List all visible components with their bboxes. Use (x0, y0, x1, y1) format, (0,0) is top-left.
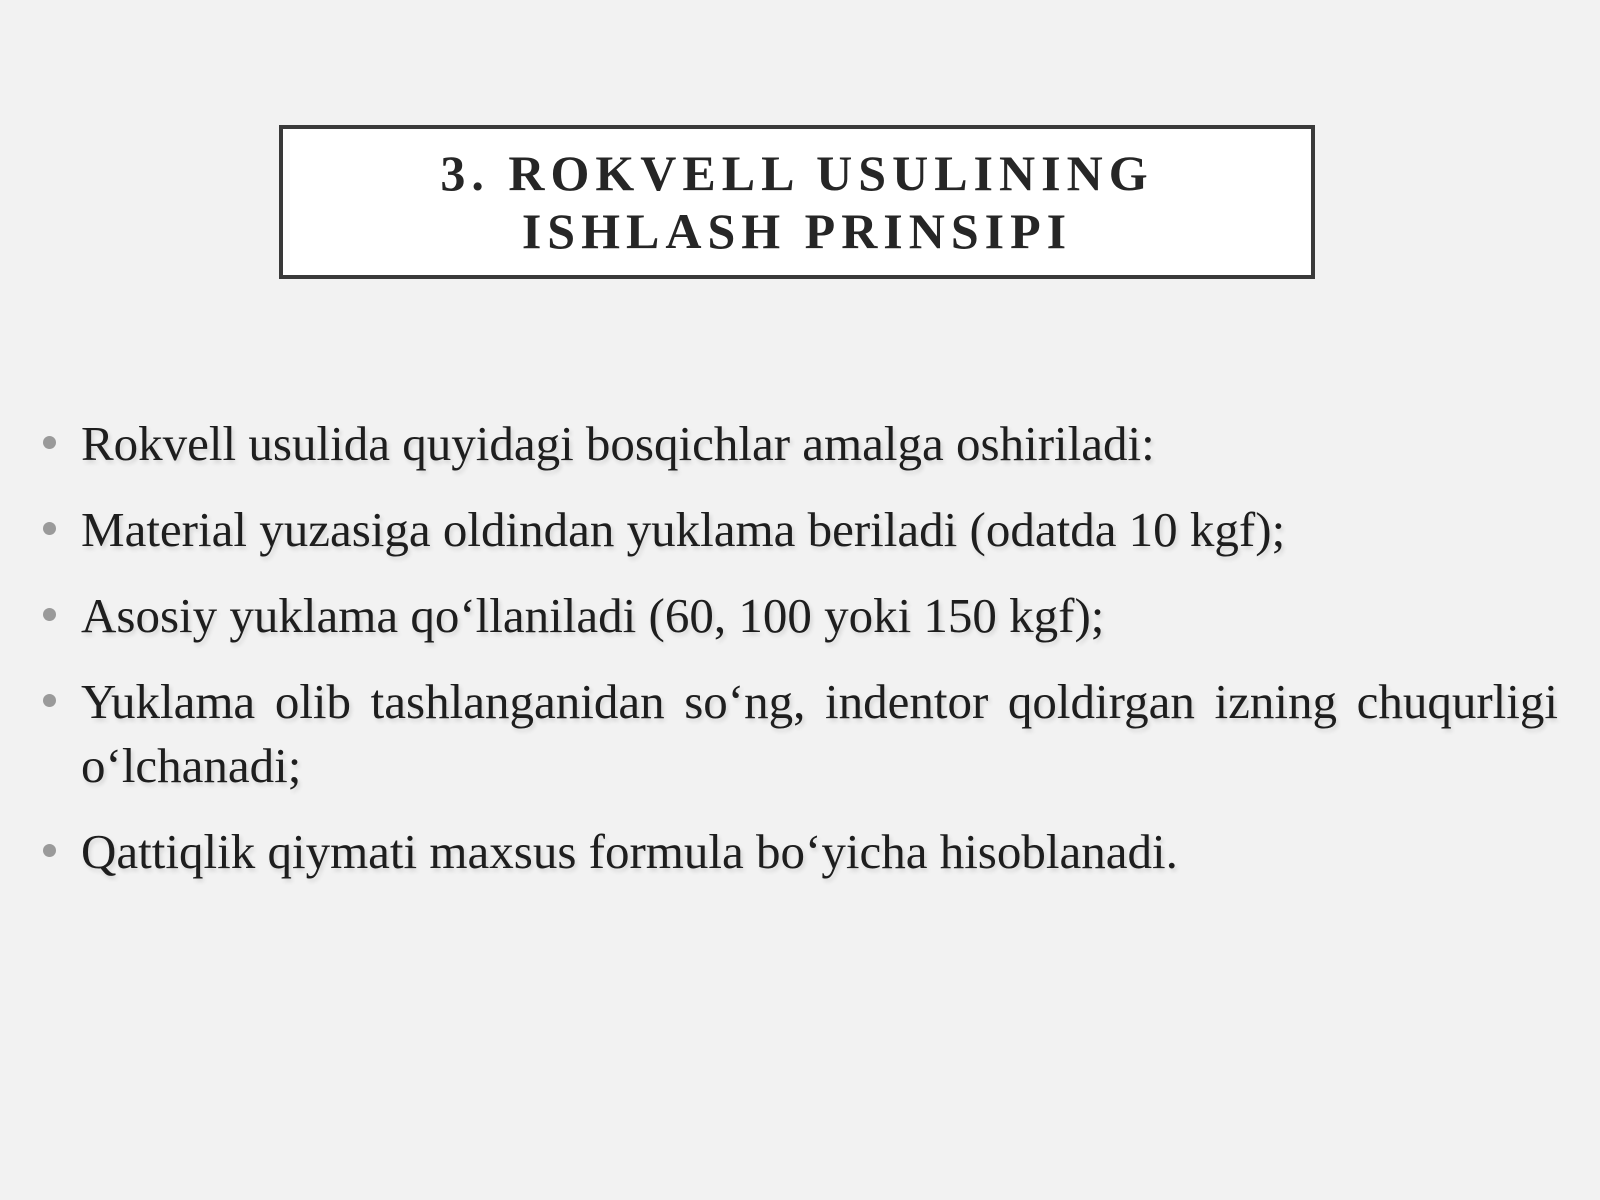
slide-title-line-1: 3. ROKVELL USULINING (440, 145, 1154, 201)
bullet-item (40, 498, 1558, 562)
bullet-icon (43, 436, 56, 449)
bullet-item (40, 820, 1558, 884)
bullet-item (40, 670, 1558, 798)
bullet-icon (43, 844, 56, 857)
bullet-text: Rokvell usulida quyidagi bosqichlar amalga oshiriladi: (81, 416, 1155, 471)
bullet-icon (43, 522, 56, 535)
bullet-item (40, 412, 1558, 476)
bullet-icon (43, 694, 56, 707)
title-box (279, 125, 1315, 279)
bullet-text: Material yuzasiga oldindan yuklama beriladi (odatda 10 kgf); (81, 502, 1286, 557)
bullet-list (40, 412, 1558, 906)
bullet-item (40, 584, 1558, 648)
bullet-text: Yuklama olib tashlanganidan so‘ng, indentor qoldirgan izning chuqurligi o‘lchanadi; (81, 674, 1558, 793)
bullet-icon (43, 608, 56, 621)
bullet-text: Asosiy yuklama qo‘llaniladi (60, 100 yoki 150 kgf); (81, 588, 1105, 643)
slide-title-line-2: ISHLASH PRINSIPI (521, 203, 1073, 259)
bullet-text: Qattiqlik qiymati maxsus formula bo‘yicha hisoblanadi. (81, 824, 1178, 879)
